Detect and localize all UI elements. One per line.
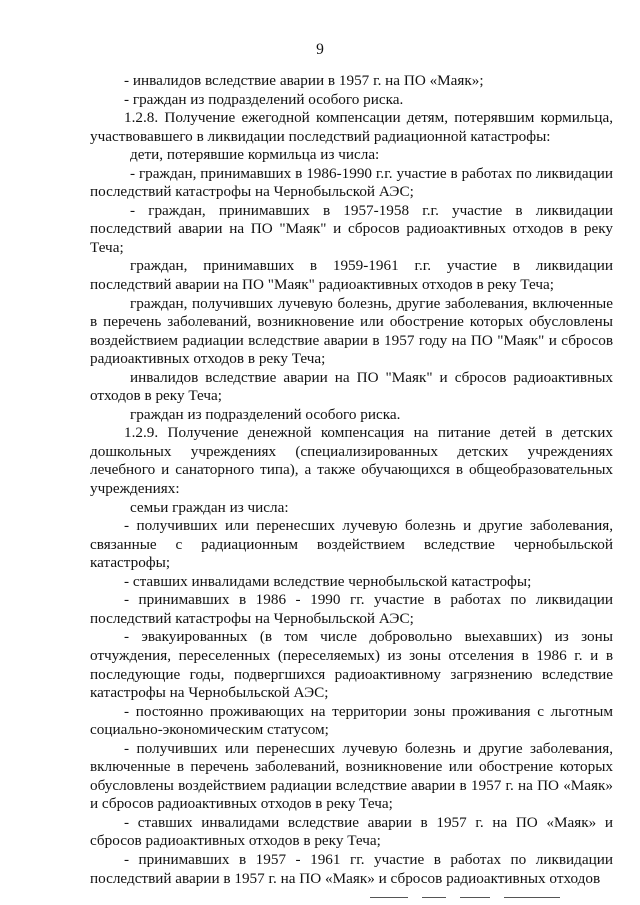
paragraph-evacuated-resettled: - эвакуированных (в том числе добровольно выехавших) из зоны отчуждения, переселенных (переселяемых) из зоны отселения в 1986 г. и в последующие годы, подвергшихся радиоактивному загрязнению вследствие катастрофы на Чернобыльской АЭС;	[90, 628, 613, 702]
paragraph-disabled-mayak-1957: - инвалидов вследствие аварии в 1957 г. на ПО «Маяк»;	[124, 72, 484, 89]
document-body	[90, 72, 613, 888]
paragraph-disabled-mayak-1957-techa: - ставших инвалидами вследствие аварии в 1957 г. на ПО «Маяк» и сбросов радиоактивных отходов в реку Теча;	[90, 813, 613, 850]
paragraph-special-risk-units: - граждан из подразделений особого риска.	[124, 90, 404, 108]
paragraph-radiation-sickness-chernobyl: - получивших или перенесших лучевую болезнь и другие заболевания, связанные с радиационным воздействием вследствие чернобыльской катастрофы;	[90, 517, 613, 572]
paragraph-mayak-1957-1961-works: - принимавших в 1957 - 1961 гг. участие в работах по ликвидации последствий аварии в 1957 г. на ПО «Маяк» и сбросов радиоактивных отходов	[90, 850, 613, 887]
paragraph-disabled-chernobyl: - ставших инвалидами вследствие чернобыльской катастрофы;	[124, 572, 532, 590]
paragraph-mayak-1957-1958: - граждан, принимавших в 1957-1958 г.г. участие в ликвидации последствий аварии на ПО "Маяк" и сбросов радиоактивных отходов в реку Теча;	[90, 201, 613, 256]
scan-edge-marks	[370, 897, 560, 898]
paragraph-disabled-mayak: инвалидов вследствие аварии на ПО "Маяк" и сбросов радиоактивных отходов в реку Теча;	[90, 368, 613, 405]
paragraph-radiation-sickness-mayak-1957: - получивших или перенесших лучевую болезнь и другие заболевания, включенные в перечень заболеваний, возникновение или обострение которых обусловлены воздействием радиации вследствие аварии в 1957 г. на ПО «Маяк» и сбросов радиоактивных отходов в реку Теча;	[90, 739, 613, 813]
page-number: 9	[316, 41, 324, 58]
paragraph-families-of-citizens: семьи граждан из числа:	[130, 498, 289, 516]
paragraph-children-lost-breadwinner: дети, потерявшие кормильца из числа:	[130, 146, 380, 164]
section-1-2-9-heading: 1.2.9. Получение денежной компенсация на питание детей в детских дошкольных учреждениях (специализированных детских учреждениях лечебного и санаторного типа), а также обучающихся в общеобразовательных учреждениях:	[90, 424, 613, 498]
paragraph-special-risk-units-2: граждан из подразделений особого риска.	[130, 405, 401, 423]
paragraph-residents-preferential-zone: - постоянно проживающих на территории зоны проживания с льготным социально-экономическим статусом;	[90, 702, 613, 739]
paragraph-chernobyl-1986-1990: - принимавших в 1986 - 1990 гг. участие в работах по ликвидации последствий катастрофы на Чернобыльской АЭС;	[90, 591, 613, 627]
paragraph-chernobyl-liquidators: - граждан, принимавших в 1986-1990 г.г. участие в работах по ликвидации последствий катастрофы на Чернобыльской АЭС;	[90, 164, 613, 201]
paragraph-radiation-sickness-mayak: граждан, получивших лучевую болезнь, другие заболевания, включенные в перечень заболеваний, возникновение или обострение которых обусловлены воздействием радиации вследствие аварии в 1957 году на ПО "Маяк" и сбросов радиоактивных отходов в реку Теча;	[90, 294, 613, 368]
paragraph-mayak-1959-1961: граждан, принимавших в 1959-1961 г.г. участие в ликвидации последствий аварии на ПО "Маяк" радиоактивных отходов в реку Теча;	[90, 257, 613, 294]
section-1-2-8-heading: 1.2.8. Получение ежегодной компенсации детям, потерявшим кормильца, участвовавшего в ликвидации последствий радиационной катастрофы:	[90, 109, 613, 145]
